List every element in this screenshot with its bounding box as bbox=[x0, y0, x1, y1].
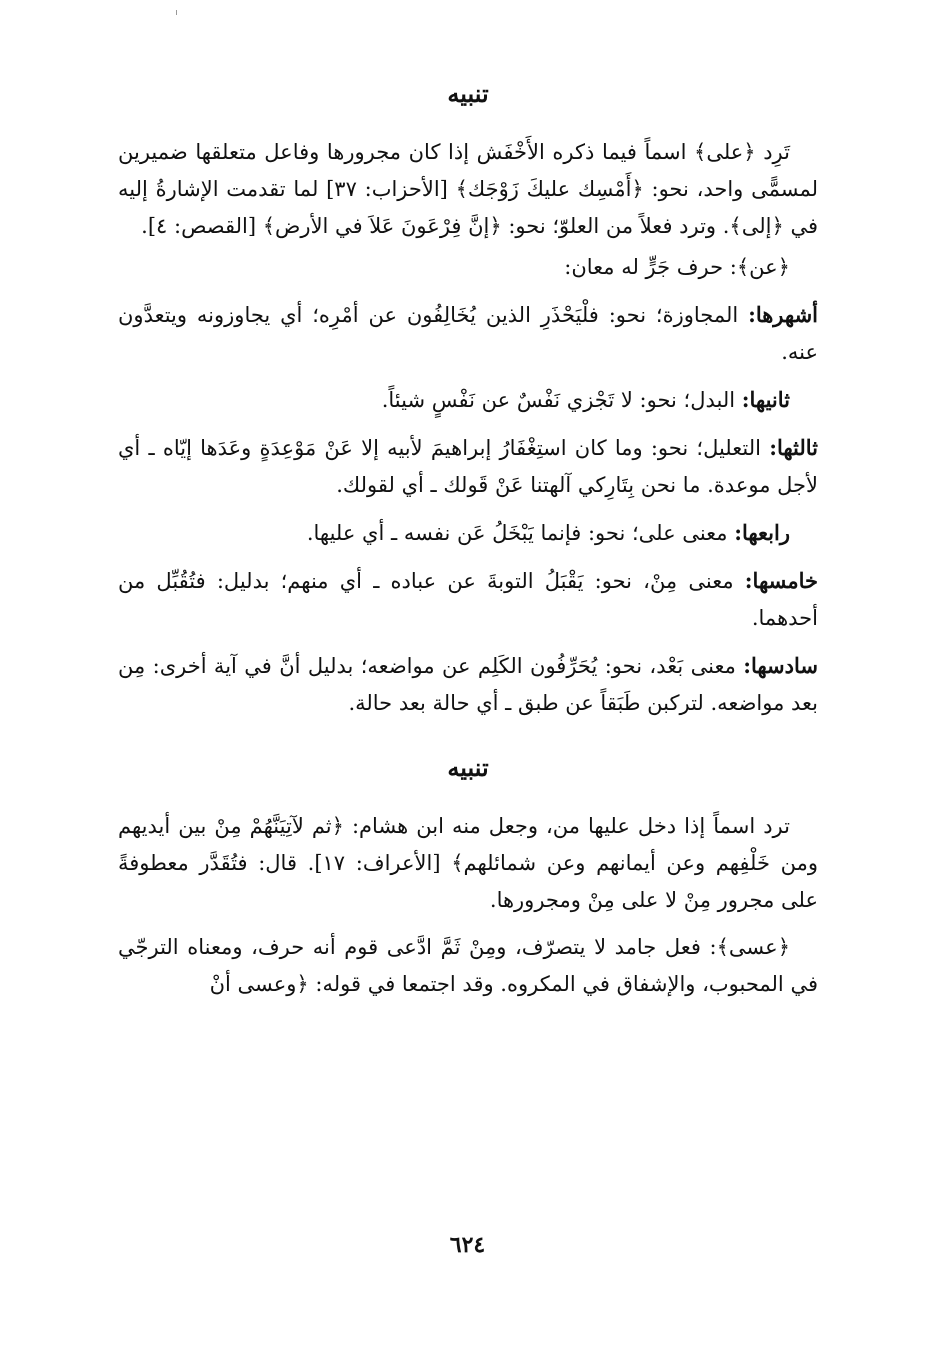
scan-mark bbox=[176, 10, 177, 15]
meaning-lead: ثانيها: bbox=[741, 387, 790, 412]
paragraph-ala: تَرِد ﴿على﴾ اسماً فيما ذكره الأَخْفَش إذا كان مجرورها وفاعل متعلقها ضميرين لمسمًّى واحد، نحو: ﴿أَمْسِك عليكَ زَوْجَك﴾ [الأحزاب: ٣٧] لما تقدمت الإشارةُ إليه في ﴿إلى﴾. وترد فعلاً من العلوّ؛ نحو: ﴿إنَّ فِرْعَونَ عَلاَ في الأرض﴾ [القصص: ٤]. bbox=[118, 140, 818, 238]
meaning-lead: ثالثها: bbox=[769, 435, 818, 460]
paragraph-an-as-noun: ترد اسماً إذا دخل عليها من، وجعل منه ابن هشام: ﴿ثم لآتِيَنَّهُمْ مِنْ بين أيديهم ومن خَلْفِهم وعن أيمانهم وعن شمائلهم﴾ [الأعراف: ١٧]. قال: فتُقَدَّر معطوفةً على مجرور مِنْ لا على مِنْ ومجرورها. bbox=[118, 814, 818, 912]
meaning-text: معنى مِنْ، نحو: يَقْبَلُ التوبةَ عن عباده ـ أي منهم؛ بدليل: فتُقُبِّل من أحدهما. bbox=[118, 569, 818, 630]
meaning-text: معنى على؛ نحو: فإنما يَبْخَلُ عَن نفسه ـ أي عليها. bbox=[306, 521, 735, 545]
section-heading: تنبيه bbox=[447, 753, 489, 782]
meaning-paragraph bbox=[118, 562, 818, 637]
meaning-paragraph bbox=[118, 647, 818, 722]
paragraph-an-intro: ﴿عن﴾: حرف جَرٍّ له معان: bbox=[564, 255, 790, 279]
meaning-lead: خامسها: bbox=[744, 568, 818, 593]
meaning-text: المجاوزة؛ نحو: فلْيَحْذَرِ الذين يُخَالِفُون عن أمْرِه؛ أي يجاوزونه ويتعدَّون عنه. bbox=[118, 303, 818, 364]
meaning-paragraph bbox=[118, 381, 818, 419]
meaning-lead: رابعها: bbox=[734, 520, 790, 545]
meaning-text: معنى بَعْد، نحو: يُحَرِّفُون الكَلِم عن مواضعه؛ بدليل أنَّ في آية أخرى: مِن بعد مواضعه. لتركبن طَبَقاً عن طبق ـ أي حالة بعد حالة. bbox=[118, 654, 818, 715]
meaning-paragraph bbox=[118, 514, 818, 552]
meaning-paragraph bbox=[118, 429, 818, 504]
meaning-paragraph bbox=[118, 296, 818, 371]
section-heading: تنبيه bbox=[447, 79, 489, 108]
page-content bbox=[118, 60, 818, 1013]
meaning-lead: أشهرها: bbox=[748, 302, 818, 327]
paragraph-asa: ﴿عسى﴾: فعل جامد لا يتصرّف، ومِنْ ثَمَّ ادَّعى قوم أنه حرف، ومعناه الترجّي في المحبوب، والإشفاق في المكروه. وقد اجتمعا في قوله: ﴿وعسى أنْ bbox=[118, 935, 818, 996]
meaning-text: البدل؛ نحو: لا تَجْزي نَفْسٌ عن نَفْسٍ شيئاً. bbox=[381, 388, 742, 412]
meaning-lead: سادسها: bbox=[743, 653, 818, 678]
page-number: ٦٢٤ bbox=[449, 1232, 486, 1258]
meaning-text: التعليل؛ نحو: وما كان استِغْفَارُ إبراهيمَ لأبيه إلا عَنْ مَوْعِدَةٍ وعَدَها إيّاه ـ أي لأجل موعدة. ما نحن بِتَارِكي آلهتنا عَنْ قَولك ـ أي لقولك. bbox=[118, 436, 818, 497]
